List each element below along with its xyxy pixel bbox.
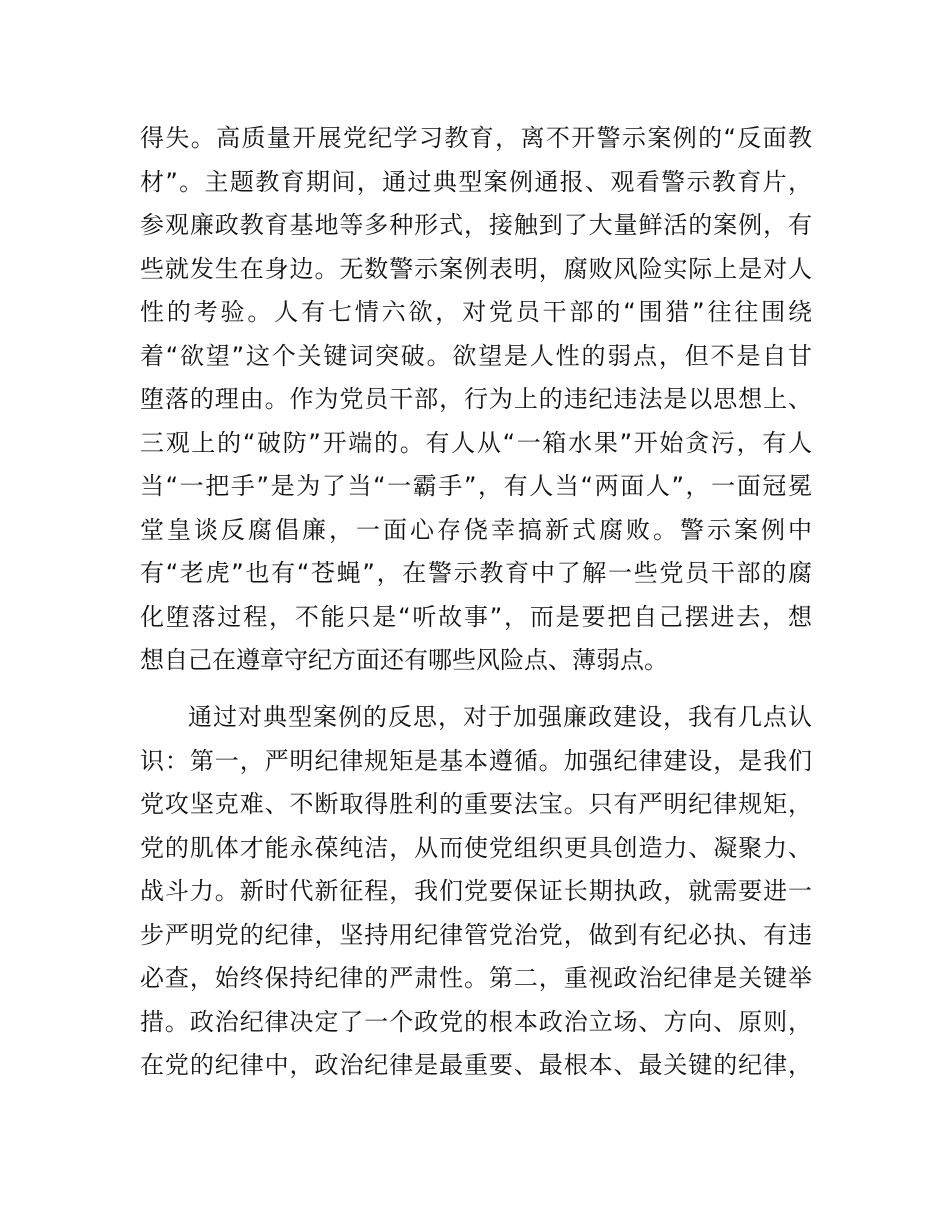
paragraph-line: 得失。高质量开展党纪学习教育，离不开警示案例的“反面教 xyxy=(140,124,812,152)
paragraph-line: 三观上的“破防”开端的。有人从“一箱水果”开始贪污，有人 xyxy=(140,428,812,457)
paragraph-line: 步严明党的纪律，坚持用纪律管党治党，做到有纪必执、有违 xyxy=(140,920,812,949)
paragraph-line: 着“欲望”这个关键词突破。欲望是人性的弱点，但不是自甘 xyxy=(140,341,812,370)
paragraph-line: 些就发生在身边。无数警示案例表明，腐败风险实际上是对人 xyxy=(140,254,812,283)
paragraph-line: 识：第一，严明纪律规矩是基本遵循。加强纪律建设，是我们 xyxy=(140,746,812,775)
paragraph-line: 党的肌体才能永葆纯洁，从而使党组织更具创造力、凝聚力、 xyxy=(140,833,812,862)
paragraph-line: 党攻坚克难、不断取得胜利的重要法宝。只有严明纪律规矩， xyxy=(140,790,812,818)
paragraph-1 xyxy=(140,117,812,683)
paragraph-line: 当“一把手”是为了当“一霸手”，有人当“两面人”，一面冠冕 xyxy=(140,472,812,500)
paragraph-line: 参观廉政教育基地等多种形式，接触到了大量鲜活的案例，有 xyxy=(140,211,812,239)
paragraph-line: 想自己在遵章守纪方面还有哪些风险点、薄弱点。 xyxy=(140,646,668,674)
paragraph-line: 性的考验。人有七情六欲，对党员干部的“围猎”往往围绕 xyxy=(140,298,812,326)
paragraph-line: 通过对典型案例的反思，对于加强廉政建设，我有几点认 xyxy=(188,703,812,731)
paragraph-line: 战斗力。新时代新征程，我们党要保证长期执政，就需要进一 xyxy=(140,877,812,905)
paragraph-line: 在党的纪律中，政治纪律是最重要、最根本、最关键的纪律， xyxy=(140,1051,812,1079)
paragraph-line: 材”。主题教育期间，通过典型案例通报、观看警示教育片， xyxy=(140,167,812,196)
paragraph-line: 必查，始终保持纪律的严肃性。第二，重视政治纪律是关键举 xyxy=(140,964,812,992)
paragraph-line: 措。政治纪律决定了一个政党的根本政治立场、方向、原则， xyxy=(140,1007,812,1036)
paragraph-line: 堂皇谈反腐倡廉，一面心存侥幸搞新式腐败。警示案例中 xyxy=(140,515,812,544)
paragraph-line: 化堕落过程，不能只是“听故事”，而是要把自己摆进去，想 xyxy=(140,602,812,631)
paragraph-line: 有“老虎”也有“苍蝇”，在警示教育中了解一些党员干部的腐 xyxy=(140,559,812,587)
paragraph-line: 堕落的理由。作为党员干部，行为上的违纪违法是以思想上、 xyxy=(140,385,812,413)
paragraph-2 xyxy=(140,696,812,1088)
